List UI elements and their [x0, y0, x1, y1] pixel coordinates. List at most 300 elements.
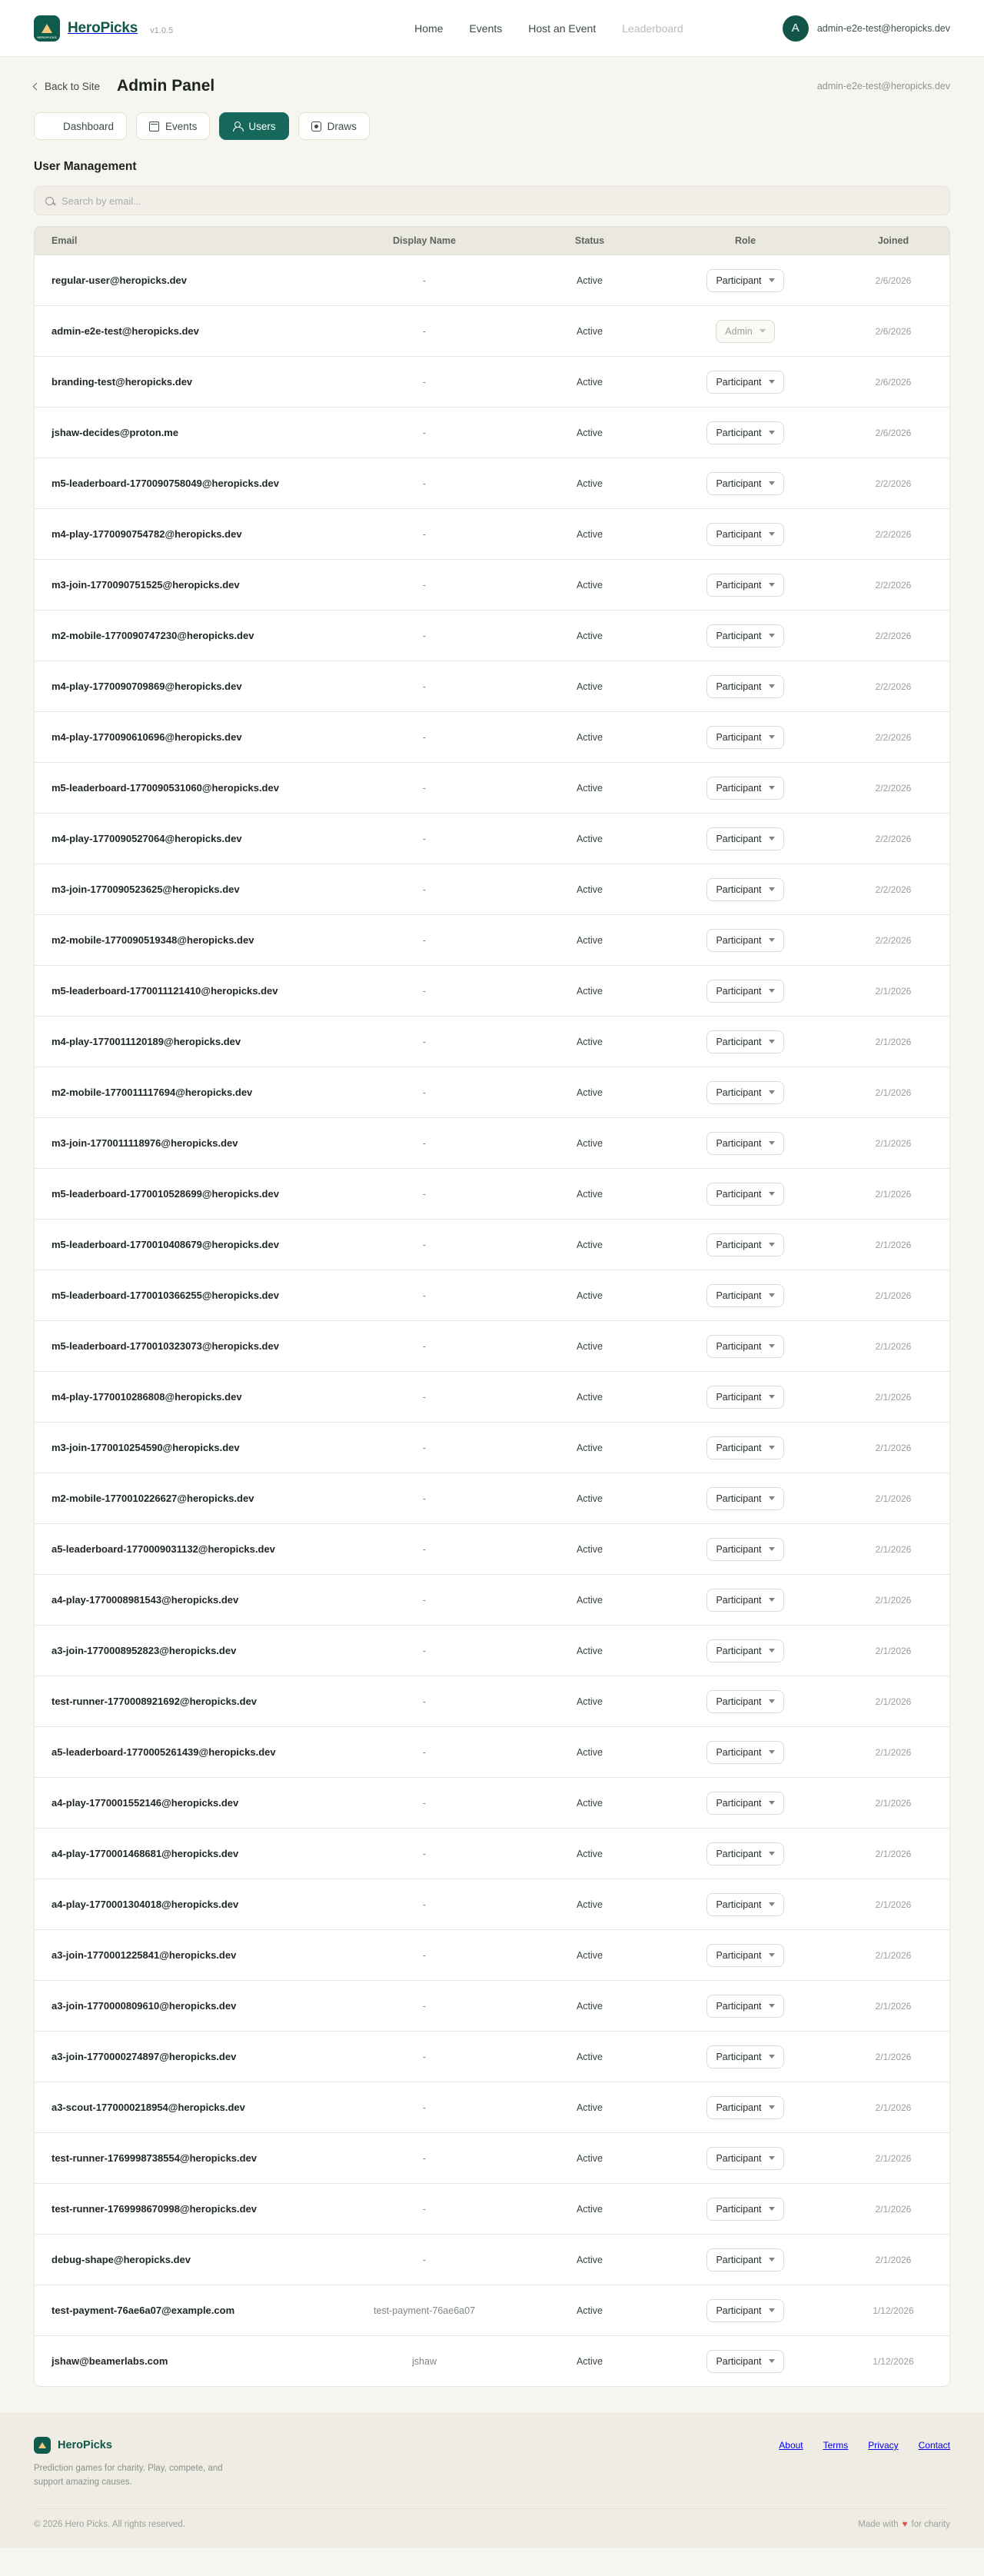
display-name-cell: -	[422, 1087, 427, 1098]
status-badge: Active	[576, 1949, 603, 1961]
footer-link-privacy[interactable]: Privacy	[868, 2440, 899, 2451]
status-badge: Active	[576, 1493, 603, 1504]
display-name-cell: -	[422, 2000, 427, 2012]
back-to-site-label: Back to Site	[45, 80, 101, 92]
chevron-down-icon	[769, 735, 775, 739]
role-select[interactable]	[706, 2299, 783, 2322]
status-badge: Active	[576, 2102, 603, 2113]
role-select-value: Participant	[716, 2152, 762, 2164]
role-select-value: Participant	[716, 884, 762, 895]
role-select[interactable]	[706, 1944, 783, 1967]
table-row	[34, 661, 950, 712]
role-cell	[667, 2147, 824, 2170]
role-select[interactable]	[706, 2147, 783, 2170]
user-email-cell: test-runner-1769998738554@heropicks.dev	[52, 2152, 258, 2164]
role-cell	[667, 1030, 824, 1053]
search-input[interactable]	[62, 195, 939, 207]
role-cell	[667, 827, 824, 850]
heart-icon: ♥	[902, 2519, 908, 2529]
role-select-value: Participant	[716, 1188, 762, 1200]
admin-tabs	[0, 95, 984, 140]
user-email-cell: m4-play-1770090610696@heropicks.dev	[52, 731, 242, 743]
chevron-down-icon	[769, 532, 775, 536]
role-cell	[667, 1792, 824, 1815]
role-select-value: Participant	[716, 985, 762, 997]
joined-date-cell: 2/2/2026	[875, 579, 912, 591]
role-select[interactable]	[706, 421, 783, 444]
role-select-value: Participant	[716, 528, 762, 540]
status-badge: Active	[576, 1036, 603, 1047]
role-select[interactable]	[706, 1741, 783, 1764]
status-badge: Active	[576, 1340, 603, 1352]
tab-dashboard-label: Dashboard	[63, 120, 115, 132]
role-select-value: Participant	[716, 1087, 762, 1098]
display-name-cell: -	[422, 579, 427, 591]
display-name-cell: jshaw	[412, 2355, 437, 2367]
role-select-value: Participant	[716, 1848, 762, 1859]
chevron-down-icon	[760, 329, 766, 333]
status-badge: Active	[576, 1391, 603, 1403]
table-row	[34, 1879, 950, 1930]
role-select[interactable]	[706, 1487, 783, 1510]
user-email-cell: a3-join-1770000809610@heropicks.dev	[52, 2000, 237, 2012]
status-badge: Active	[576, 731, 603, 743]
role-cell	[667, 2299, 824, 2322]
joined-date-cell: 2/1/2026	[875, 1340, 912, 1352]
users-table	[0, 215, 984, 2387]
role-cell	[667, 574, 824, 597]
status-badge: Active	[576, 1797, 603, 1809]
joined-date-cell: 2/1/2026	[875, 2000, 912, 2012]
role-select[interactable]	[706, 1436, 783, 1459]
table-row	[34, 306, 950, 357]
display-name-cell: -	[422, 325, 427, 337]
joined-date-cell: 2/1/2026	[875, 1290, 912, 1301]
role-select-value: Admin	[725, 325, 753, 337]
role-select[interactable]	[706, 1335, 783, 1358]
role-select-value: Participant	[716, 1797, 762, 1809]
joined-date-cell: 2/2/2026	[875, 731, 912, 743]
role-select-value: Participant	[716, 376, 762, 388]
users-icon	[232, 121, 242, 131]
joined-date-cell: 2/1/2026	[875, 1848, 912, 1859]
role-select-value: Participant	[716, 1137, 762, 1149]
brand-name: HeroPicks	[68, 19, 138, 36]
display-name-cell: -	[422, 1594, 427, 1606]
role-cell	[667, 1132, 824, 1155]
display-name-cell: -	[422, 1137, 427, 1149]
role-cell	[667, 371, 824, 394]
user-email-cell: m5-leaderboard-1770010323073@heropicks.dev	[52, 1340, 279, 1352]
joined-date-cell: 2/1/2026	[875, 2102, 912, 2113]
joined-date-cell: 2/1/2026	[875, 2254, 912, 2265]
role-select[interactable]	[706, 1893, 783, 1916]
status-badge: Active	[576, 782, 603, 794]
footer-made-with	[858, 2520, 950, 2529]
role-select[interactable]	[706, 1284, 783, 1307]
user-email-cell: m4-play-1770090754782@heropicks.dev	[52, 528, 242, 540]
table-row	[34, 560, 950, 611]
joined-date-cell: 2/1/2026	[875, 2051, 912, 2062]
role-select-value: Participant	[716, 478, 762, 489]
joined-date-cell: 1/12/2026	[873, 2305, 914, 2316]
role-cell	[667, 1741, 824, 1764]
chevron-down-icon	[769, 1547, 775, 1551]
chevron-down-icon	[769, 1395, 775, 1399]
footer-link-contact[interactable]: Contact	[918, 2440, 950, 2451]
role-select[interactable]	[706, 269, 783, 292]
display-name-cell: -	[422, 833, 427, 844]
status-badge: Active	[576, 934, 603, 946]
joined-date-cell: 2/2/2026	[875, 833, 912, 844]
nav-user-area[interactable]	[783, 15, 950, 42]
user-email-cell: a4-play-1770001552146@heropicks.dev	[52, 1797, 239, 1809]
role-cell	[667, 1386, 824, 1409]
role-select[interactable]	[706, 624, 783, 647]
role-select-value: Participant	[716, 1442, 762, 1453]
user-email-cell: a3-join-1770008952823@heropicks.dev	[52, 1645, 237, 1656]
role-select-value: Participant	[716, 1696, 762, 1707]
display-name-cell: -	[422, 630, 427, 641]
status-badge: Active	[576, 1746, 603, 1758]
role-select-value: Participant	[716, 2203, 762, 2215]
role-select[interactable]	[706, 1081, 783, 1104]
user-email-cell: m2-mobile-1770010226627@heropicks.dev	[52, 1493, 254, 1504]
role-select[interactable]	[706, 371, 783, 394]
display-name-cell: -	[422, 1696, 427, 1707]
nav-link-home[interactable]: Home	[414, 22, 444, 35]
chevron-down-icon	[769, 583, 775, 587]
user-email-cell: m2-mobile-1770090519348@heropicks.dev	[52, 934, 254, 946]
joined-date-cell: 2/2/2026	[875, 681, 912, 692]
joined-date-cell: 2/1/2026	[875, 1087, 912, 1098]
display-name-cell: -	[422, 1036, 427, 1047]
joined-date-cell: 2/1/2026	[875, 1239, 912, 1250]
role-select[interactable]	[706, 2096, 783, 2119]
column-header-joined: Joined	[877, 235, 909, 246]
role-select[interactable]	[706, 1538, 783, 1561]
footer-brand-name: HeroPicks	[58, 2439, 112, 2451]
table-row	[34, 763, 950, 814]
display-name-cell: -	[422, 1493, 427, 1504]
role-select[interactable]	[706, 1030, 783, 1053]
role-select[interactable]	[706, 827, 783, 850]
joined-date-cell: 2/1/2026	[875, 1594, 912, 1606]
role-cell	[667, 1944, 824, 1967]
joined-date-cell: 2/1/2026	[875, 1899, 912, 1910]
display-name-cell: -	[422, 427, 427, 438]
role-select-value: Participant	[716, 2102, 762, 2113]
table-body	[34, 255, 950, 2387]
user-email-cell: m3-join-1770090523625@heropicks.dev	[52, 884, 240, 895]
status-badge: Active	[576, 1645, 603, 1656]
joined-date-cell: 2/1/2026	[875, 2203, 912, 2215]
role-select[interactable]	[706, 1132, 783, 1155]
role-select[interactable]	[706, 1589, 783, 1612]
role-select[interactable]	[706, 2198, 783, 2221]
display-name-cell: -	[422, 1391, 427, 1403]
role-cell	[667, 1639, 824, 1662]
joined-date-cell: 2/1/2026	[875, 1543, 912, 1555]
user-email-cell: m2-mobile-1770011117694@heropicks.dev	[52, 1087, 253, 1098]
search-area	[0, 174, 984, 215]
display-name-cell: -	[422, 376, 427, 388]
status-badge: Active	[576, 985, 603, 997]
admin-account-email: admin-e2e-test@heropicks.dev	[816, 81, 950, 92]
table-row	[34, 864, 950, 915]
table-row	[34, 509, 950, 560]
chevron-down-icon	[769, 2156, 775, 2160]
role-select-value: Participant	[716, 782, 762, 794]
display-name-cell: -	[422, 1239, 427, 1250]
role-select[interactable]	[706, 675, 783, 698]
role-select[interactable]	[706, 1690, 783, 1713]
status-badge: Active	[576, 1696, 603, 1707]
status-badge: Active	[576, 630, 603, 641]
joined-date-cell: 2/1/2026	[875, 1949, 912, 1961]
role-cell	[667, 2045, 824, 2068]
display-name-cell: -	[422, 1290, 427, 1301]
table-row	[34, 408, 950, 458]
table-row	[34, 1778, 950, 1829]
role-cell	[667, 2248, 824, 2271]
heropicks-logo-icon	[34, 15, 60, 42]
joined-date-cell: 2/1/2026	[875, 2152, 912, 2164]
page-title: Admin Panel	[117, 77, 215, 95]
role-select[interactable]	[706, 1842, 783, 1865]
role-select[interactable]	[706, 1183, 783, 1206]
role-cell	[667, 1183, 824, 1206]
app-version: v1.0.5	[150, 25, 174, 35]
section-title: User Management	[34, 160, 137, 173]
role-select[interactable]	[706, 878, 783, 901]
role-select-value: Participant	[716, 579, 762, 591]
search-box[interactable]	[34, 186, 950, 215]
status-badge: Active	[576, 579, 603, 591]
display-name-cell: -	[422, 884, 427, 895]
table-row	[34, 1575, 950, 1626]
joined-date-cell: 2/6/2026	[875, 427, 912, 438]
footer-copyright: © 2026 Hero Picks. All rights reserved.	[34, 2519, 186, 2529]
status-badge: Active	[576, 884, 603, 895]
display-name-cell: -	[422, 528, 427, 540]
role-cell	[667, 1538, 824, 1561]
table-row	[34, 1220, 950, 1270]
table-row	[34, 1676, 950, 1727]
chevron-down-icon	[769, 1090, 775, 1094]
role-cell	[667, 1436, 824, 1459]
status-badge: Active	[576, 1899, 603, 1910]
table-row	[34, 1981, 950, 2032]
user-email-cell: m5-leaderboard-1770010528699@heropicks.dev	[52, 1188, 279, 1200]
status-badge: Active	[576, 1087, 603, 1098]
role-cell	[667, 320, 824, 343]
chevron-down-icon	[769, 2359, 775, 2363]
primary-nav-links	[414, 22, 683, 35]
status-badge: Active	[576, 478, 603, 489]
user-email-cell: jshaw@beamerlabs.com	[52, 2355, 168, 2367]
role-cell	[667, 777, 824, 800]
nav-link-events[interactable]: Events	[469, 22, 503, 35]
nav-link-host-an-event[interactable]: Host an Event	[528, 22, 597, 35]
joined-date-cell: 2/1/2026	[875, 1645, 912, 1656]
display-name-cell: -	[422, 1797, 427, 1809]
role-select-value: Participant	[716, 275, 762, 286]
user-email-cell: test-payment-76ae6a07@example.com	[52, 2305, 235, 2316]
display-name-cell: -	[422, 2254, 427, 2265]
chevron-down-icon	[769, 1801, 775, 1805]
footer-links	[779, 2440, 950, 2451]
role-select[interactable]	[706, 2350, 783, 2373]
status-badge: Active	[576, 2355, 603, 2367]
status-badge: Active	[576, 275, 603, 286]
role-select-value: Participant	[716, 1949, 762, 1961]
tab-users[interactable]	[219, 112, 288, 140]
role-select-value: Participant	[716, 427, 762, 438]
user-email-cell: a3-join-1770001225841@heropicks.dev	[52, 1949, 237, 1961]
joined-date-cell: 2/2/2026	[875, 528, 912, 540]
table-row	[34, 1626, 950, 1676]
role-cell	[667, 421, 824, 444]
chevron-down-icon	[769, 2207, 775, 2211]
display-name-cell: -	[422, 1746, 427, 1758]
chevron-down-icon	[769, 481, 775, 485]
chevron-down-icon	[769, 1293, 775, 1297]
status-badge: Active	[576, 2305, 603, 2316]
nav-user-email: admin-e2e-test@heropicks.dev	[816, 22, 950, 34]
table-row	[34, 2032, 950, 2082]
footer-link-terms[interactable]: Terms	[823, 2440, 849, 2451]
user-email-cell: a5-leaderboard-1770005261439@heropicks.dev	[52, 1746, 276, 1758]
status-badge: Active	[576, 1290, 603, 1301]
joined-date-cell: 2/1/2026	[875, 1493, 912, 1504]
table-row	[34, 611, 950, 661]
table-row	[34, 2285, 950, 2336]
back-to-site-link[interactable]	[34, 81, 100, 92]
tab-users-label: Users	[248, 120, 276, 132]
role-cell	[667, 675, 824, 698]
nav-link-leaderboard[interactable]: Leaderboard	[622, 22, 683, 35]
user-email-cell: m3-join-1770011118976@heropicks.dev	[52, 1137, 238, 1149]
display-name-cell: -	[422, 1442, 427, 1453]
role-select[interactable]	[706, 1386, 783, 1409]
table-row	[34, 1321, 950, 1372]
table-row	[34, 814, 950, 864]
table-row	[34, 2235, 950, 2285]
table-row	[34, 2082, 950, 2133]
table-row	[34, 1169, 950, 1220]
chevron-down-icon	[769, 1699, 775, 1703]
user-email-cell: a5-leaderboard-1770009031132@heropicks.dev	[52, 1543, 275, 1555]
role-select-value: Participant	[716, 681, 762, 692]
role-select[interactable]	[706, 929, 783, 952]
status-badge: Active	[576, 1594, 603, 1606]
role-cell	[667, 624, 824, 647]
display-name-cell: -	[422, 1899, 427, 1910]
role-select[interactable]	[706, 1233, 783, 1256]
footer-link-about[interactable]: About	[779, 2440, 803, 2451]
role-cell	[667, 2096, 824, 2119]
avatar[interactable]: A	[783, 15, 809, 42]
user-email-cell: m4-play-1770090709869@heropicks.dev	[52, 681, 242, 692]
role-select[interactable]	[706, 2045, 783, 2068]
tab-events[interactable]	[136, 112, 210, 140]
role-select-value: Participant	[716, 1239, 762, 1250]
role-select[interactable]	[706, 726, 783, 749]
display-name-cell: -	[422, 1543, 427, 1555]
role-select[interactable]	[706, 1792, 783, 1815]
role-select-value: Participant	[716, 1340, 762, 1352]
table-row	[34, 1017, 950, 1067]
chevron-down-icon	[769, 431, 775, 434]
role-cell	[667, 1589, 824, 1612]
table-row	[34, 255, 950, 306]
role-select[interactable]	[706, 1995, 783, 2018]
display-name-cell: -	[422, 2051, 427, 2062]
role-select-value: Participant	[716, 1899, 762, 1910]
joined-date-cell: 2/1/2026	[875, 1696, 912, 1707]
display-name-cell: -	[422, 985, 427, 997]
role-cell	[667, 1690, 824, 1713]
chevron-down-icon	[769, 278, 775, 282]
table-row	[34, 1473, 950, 1524]
chevron-down-icon	[769, 1598, 775, 1602]
joined-date-cell: 2/2/2026	[875, 884, 912, 895]
table-row	[34, 357, 950, 408]
user-email-cell: a3-join-1770000274897@heropicks.dev	[52, 2051, 237, 2062]
joined-date-cell: 2/1/2026	[875, 1797, 912, 1809]
grid-icon	[47, 121, 57, 131]
role-select-value: Participant	[716, 1036, 762, 1047]
table-row	[34, 458, 950, 509]
chevron-down-icon	[769, 1496, 775, 1500]
column-header-email: Email	[52, 235, 78, 246]
role-cell	[667, 1893, 824, 1916]
user-email-cell: a3-scout-1770000218954@heropicks.dev	[52, 2102, 245, 2113]
chevron-down-icon	[769, 2004, 775, 2008]
role-select[interactable]	[706, 1639, 783, 1662]
table-row	[34, 1930, 950, 1981]
role-select-value: Participant	[716, 1645, 762, 1656]
table-row	[34, 966, 950, 1017]
role-select[interactable]	[706, 574, 783, 597]
role-select-value: Participant	[716, 934, 762, 946]
role-select[interactable]	[706, 980, 783, 1003]
role-select[interactable]	[706, 472, 783, 495]
role-select[interactable]	[706, 523, 783, 546]
chevron-down-icon	[769, 1040, 775, 1043]
joined-date-cell: 2/2/2026	[875, 934, 912, 946]
display-name-cell: -	[422, 1848, 427, 1859]
chevron-down-icon	[769, 2105, 775, 2109]
user-email-cell: m2-mobile-1770090747230@heropicks.dev	[52, 630, 254, 641]
table-row	[34, 1067, 950, 1118]
chevron-down-icon	[769, 786, 775, 790]
table-row	[34, 915, 950, 966]
role-select-value: Participant	[716, 731, 762, 743]
role-cell	[667, 2350, 824, 2373]
status-badge: Active	[576, 1137, 603, 1149]
brand-logo-link[interactable]	[34, 15, 138, 42]
role-select[interactable]	[706, 777, 783, 800]
tab-draws[interactable]	[298, 112, 370, 140]
role-select[interactable]	[706, 2248, 783, 2271]
tab-dashboard[interactable]	[34, 112, 127, 140]
chevron-down-icon	[769, 380, 775, 384]
user-email-cell: regular-user@heropicks.dev	[52, 275, 187, 286]
display-name-cell: -	[422, 731, 427, 743]
chevron-down-icon	[769, 684, 775, 688]
